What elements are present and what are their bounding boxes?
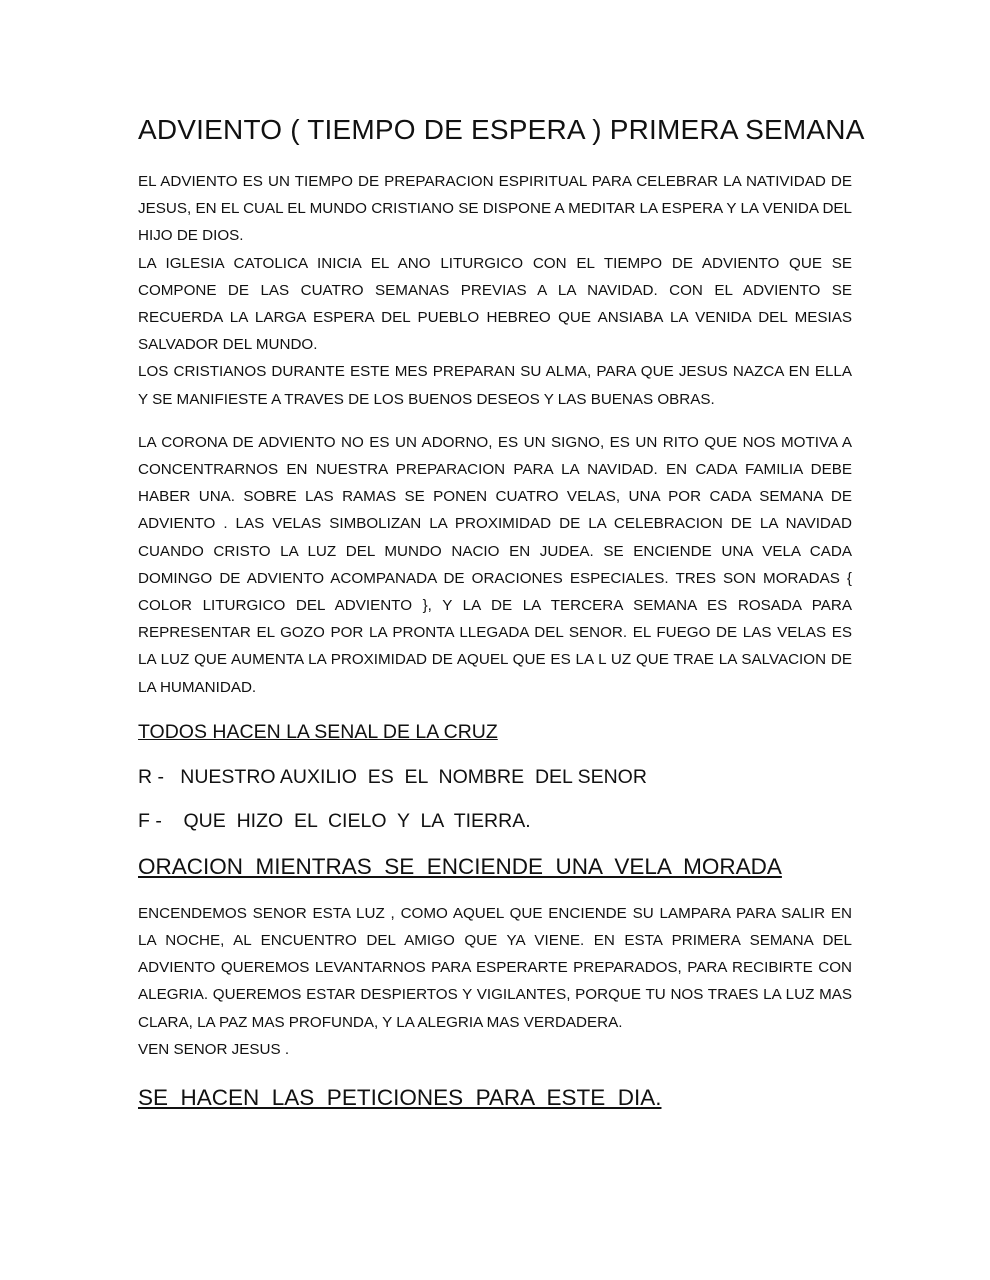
petitions-heading: SE HACEN LAS PETICIONES PARA ESTE DIA. (138, 1085, 662, 1111)
prayer-paragraph: ENCENDEMOS SENOR ESTA LUZ , COMO AQUEL QUE ENCIENDE SU LAMPARA PARA SALIR EN LA NOCHE, AL ENCUENTRO DEL AMIGO QUE YA VIENE. EN ESTA PRIMERA SEMANA DEL ADVIENTO QUEREMOS LEVANTARNOS PARA ESPERARTE PREPARADOS, PARA RECIBIRTE CON ALEGRIA. QUEREMOS ESTAR DESPIERTOS Y VIGILANTES, PORQUE TU NOS TRAES LA LUZ MAS CLARA, LA PAZ MAS PROFUNDA, Y LA ALEGRIA MAS VERDADERA. (138, 904, 852, 1031)
intro-paragraph-3: LOS CRISTIANOS DURANTE ESTE MES PREPARAN SU ALMA, PARA QUE JESUS NAZCA EN ELLA Y SE MANIFIESTE A TRAVES DE LOS BUENOS DESEOS Y LAS BUENAS OBRAS. (138, 363, 852, 408)
corona-section (138, 429, 852, 701)
intro-paragraph-2: LA IGLESIA CATOLICA INICIA EL ANO LITURGICO CON EL TIEMPO DE ADVIENTO QUE SE COMPONE DE LAS CUATRO SEMANAS PREVIAS A LA NAVIDAD. CON EL ADVIENTO SE RECUERDA LA LARGA ESPERA DEL PUEBLO HEBREO QUE ANSIABA LA VENIDA DEL MESIAS SALVADOR DEL MUNDO. (138, 254, 852, 354)
prayer-section (138, 900, 852, 1063)
page-title: ADVIENTO ( TIEMPO DE ESPERA ) PRIMERA SEMANA (138, 114, 865, 145)
document-page (138, 114, 865, 1131)
response-f: F - QUE HIZO EL CIELO Y LA TIERRA. (138, 809, 531, 832)
sign-of-cross-heading: TODOS HACEN LA SENAL DE LA CRUZ (138, 720, 498, 743)
intro-section (138, 168, 852, 413)
prayer-closing: VEN SENOR JESUS . (138, 1040, 290, 1058)
corona-paragraph: LA CORONA DE ADVIENTO NO ES UN ADORNO, ES UN SIGNO, ES UN RITO QUE NOS MOTIVA A CONCENTRARNOS EN NUESTRA PREPARACION PARA LA NAVIDAD. EN CADA FAMILIA DEBE HABER UNA. SOBRE LAS RAMAS SE PONEN CUATRO VELAS, UNA POR CADA SEMANA DE ADVIENTO . LAS VELAS SIMBOLIZAN LA PROXIMIDAD DE LA CELEBRACION DE LA NAVIDAD CUANDO CRISTO LA LUZ DEL MUNDO NACIO EN JUDEA. SE ENCIENDE UNA VELA CADA DOMINGO DE ADVIENTO ACOMPANADA DE ORACIONES ESPECIALES. TRES SON MORADAS { COLOR LITURGICO DEL ADVIENTO }, Y LA DE LA TERCERA SEMANA ES ROSADA PARA REPRESENTAR EL GOZO POR LA PRONTA LLEGADA DEL SENOR. EL FUEGO DE LAS VELAS ES LA LUZ QUE AUMENTA LA PROXIMIDAD DE AQUEL QUE ES LA L UZ QUE TRAE LA SALVACION DE LA HUMANIDAD. (138, 433, 852, 696)
prayer-heading: ORACION MIENTRAS SE ENCIENDE UNA VELA MORADA (138, 853, 782, 879)
intro-paragraph-1: EL ADVIENTO ES UN TIEMPO DE PREPARACION ESPIRITUAL PARA CELEBRAR LA NATIVIDAD DE JESUS, EN EL CUAL EL MUNDO CRISTIANO SE DISPONE A MEDITAR LA ESPERA Y LA VENIDA DEL HIJO DE DIOS. (138, 173, 852, 245)
response-r: R - NUESTRO AUXILIO ES EL NOMBRE DEL SENOR (138, 765, 647, 788)
